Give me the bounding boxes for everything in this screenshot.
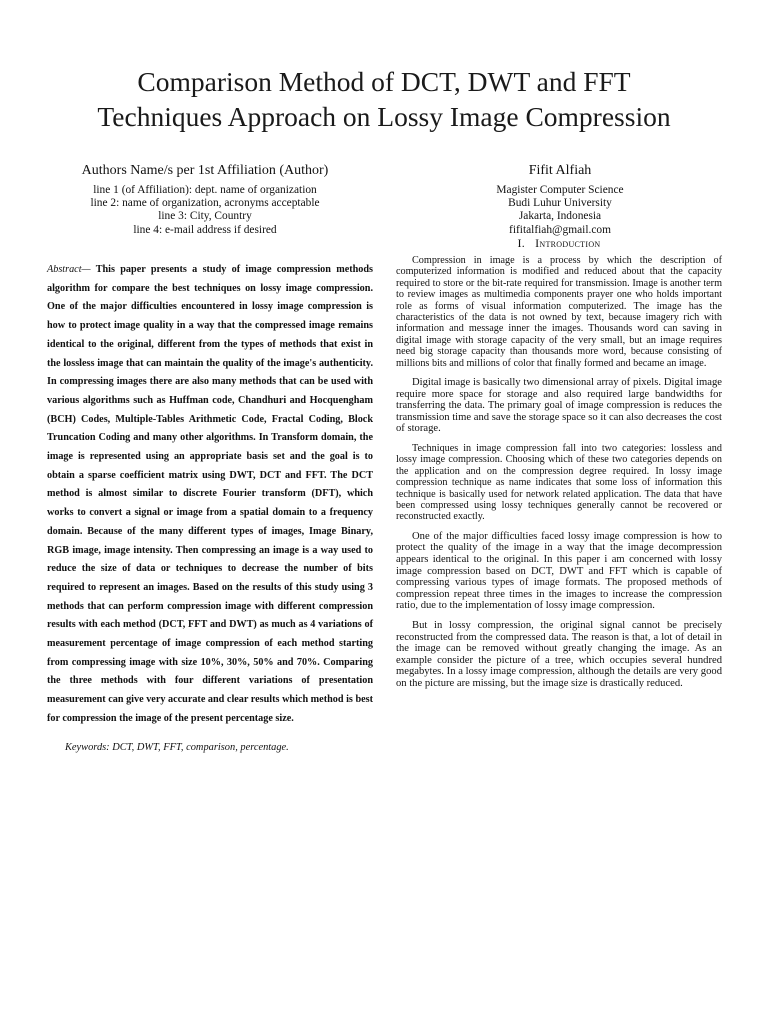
- left-column: [47, 261, 373, 755]
- affiliation-line-3-left: line 3: City, Country: [158, 210, 252, 223]
- title-line-2: Techniques Approach on Lossy Image Compression: [97, 101, 671, 132]
- affiliation-line-3-right: Jakarta, Indonesia: [518, 210, 602, 223]
- intro-paragraph-3: Techniques in image compression fall into two categories: lossless and lossy image compression. Choosing which of these two categories depends on the application and on the compression degree required. In lossy image compression technique as name indicates that some loss of information this technique is basically used for network related application. The data that have been compressed using lossy techniques generally cannot be recovered or reconstructed exactly.: [396, 443, 722, 523]
- section-number: I.: [517, 236, 526, 250]
- abstract-text: This paper presents a study of image compression methods algorithm for compare the best techniques on lossy image compression. One of the major difficulties encountered in lossy image compression is how to protect image quality in a way that the compressed image remains identical to the original, different from the types of methods that exist in the lossless image that can maintain the quality of the image's authenticity. In compressing images there are also many methods that can be used with various algorithms such as Huffman code, Chandhuri and Hocquengham (BCH) Codes, Multiple-Tables Arithmetic Code, Fractal Coding, Block Truncation Coding and many other algorithms. In Transform domain, the image is represented using an appropriate basis set and the goal is to obtain a sparse coefficient matrix using DWT, DCT and FFT. The DCT method is almost similar to discrete Fourier transform (DFT), which works to convert a signal or image from a spatial domain to a frequency domain. Because of the many different types of images, Image Binary, RGB image, image intensity. Then compressing an image is a way used to reduce the size of data or techniques to decrease the number of bits required to represent an images. Based on the results of this study using 3 methods that can perform compression image with different compression results with each method (DCT, FFT and DWT) as much as 4 variations of measurement percentage of image compression of each method starting from compressing image with size 10%, 30%, 50% and 70%. Comparing the three methods with four different variations of presentation measurement can give very accurate and clear results which method is best for compression the image of the present percentage size.: [47, 264, 373, 724]
- affiliation-line-1-right: Magister Computer Science: [496, 184, 624, 196]
- author-email-right: fifitalfiah@gmail.com: [509, 223, 611, 236]
- affiliation-line-2-left: line 2: name of organization, acronyms acceptable: [90, 197, 320, 210]
- abstract-label: Abstract—: [47, 264, 91, 275]
- section-heading: [396, 236, 722, 250]
- section-title: Introduction: [535, 236, 601, 250]
- author-block-left: [40, 162, 370, 237]
- intro-paragraph-1: Compression in image is a process by which the description of computerized information is modified and reduced about that the capacity required to store or the bit-rate required for transmission. Image is another term to review images as multimedia components prayer one who holds important role as forms of visual information computerized. The image has the characteristics of the data is not owned by text, because imagery rich with information and message inner the images. Thousands word can saving in digital image with storage capacity of the very small, but an image requires need big storage capacity than thousands more word, because consisting of millions bits and millions of color that finally formed and became an image.: [396, 255, 722, 369]
- intro-paragraph-2: Digital image is basically two dimensional array of pixels. Digital image require more space for storage and also required large bandwidths for transferring the data. The primary goal of image compression is reduces the transmission time and save the storage space so it can also decreases the cost of storage.: [396, 377, 722, 435]
- title-line-1: Comparison Method of DCT, DWT and FFT: [137, 66, 631, 97]
- abstract: [47, 261, 373, 729]
- intro-paragraph-5: But in lossy compression, the original signal cannot be precisely reconstructed from the compressed data. The reason is that, a lot of detail in the image can be removed without greatly changing the image. As an example consider the picture of a tree, which occupies several hundred megabytes. In a lossy image compression, although the details are very good on the picture are missing, but the image size is drastically reduced.: [396, 620, 722, 689]
- affiliation-line-2-right: Budi Luhur University: [508, 197, 612, 210]
- intro-paragraph-4: One of the major difficulties faced lossy image compression is how to protect the quality of the image in a way that the image decompression appears identical to the original. In this paper i am concerned with lossy image compression based on DCT, DWT and FFT which is capable of compressing various types of image formats. The proposed methods of compression repeat three times in the images to increase the compression ratio, due to the implementation of lossy image compression.: [396, 530, 722, 612]
- paper-title: [30, 64, 738, 134]
- author-name-left: Authors Name/s per 1st Affiliation (Author): [81, 163, 329, 178]
- author-name-right: Fifit Alfiah: [528, 163, 592, 178]
- right-column: [396, 236, 722, 698]
- author-block-right: [398, 162, 722, 237]
- affiliation-line-1-left: line 1 (of Affiliation): dept. name of organization: [93, 184, 317, 196]
- affiliation-line-4-left: line 4: e-mail address if desired: [133, 223, 277, 236]
- keywords: Keywords: DCT, DWT, FFT, comparison, percentage.: [65, 741, 289, 753]
